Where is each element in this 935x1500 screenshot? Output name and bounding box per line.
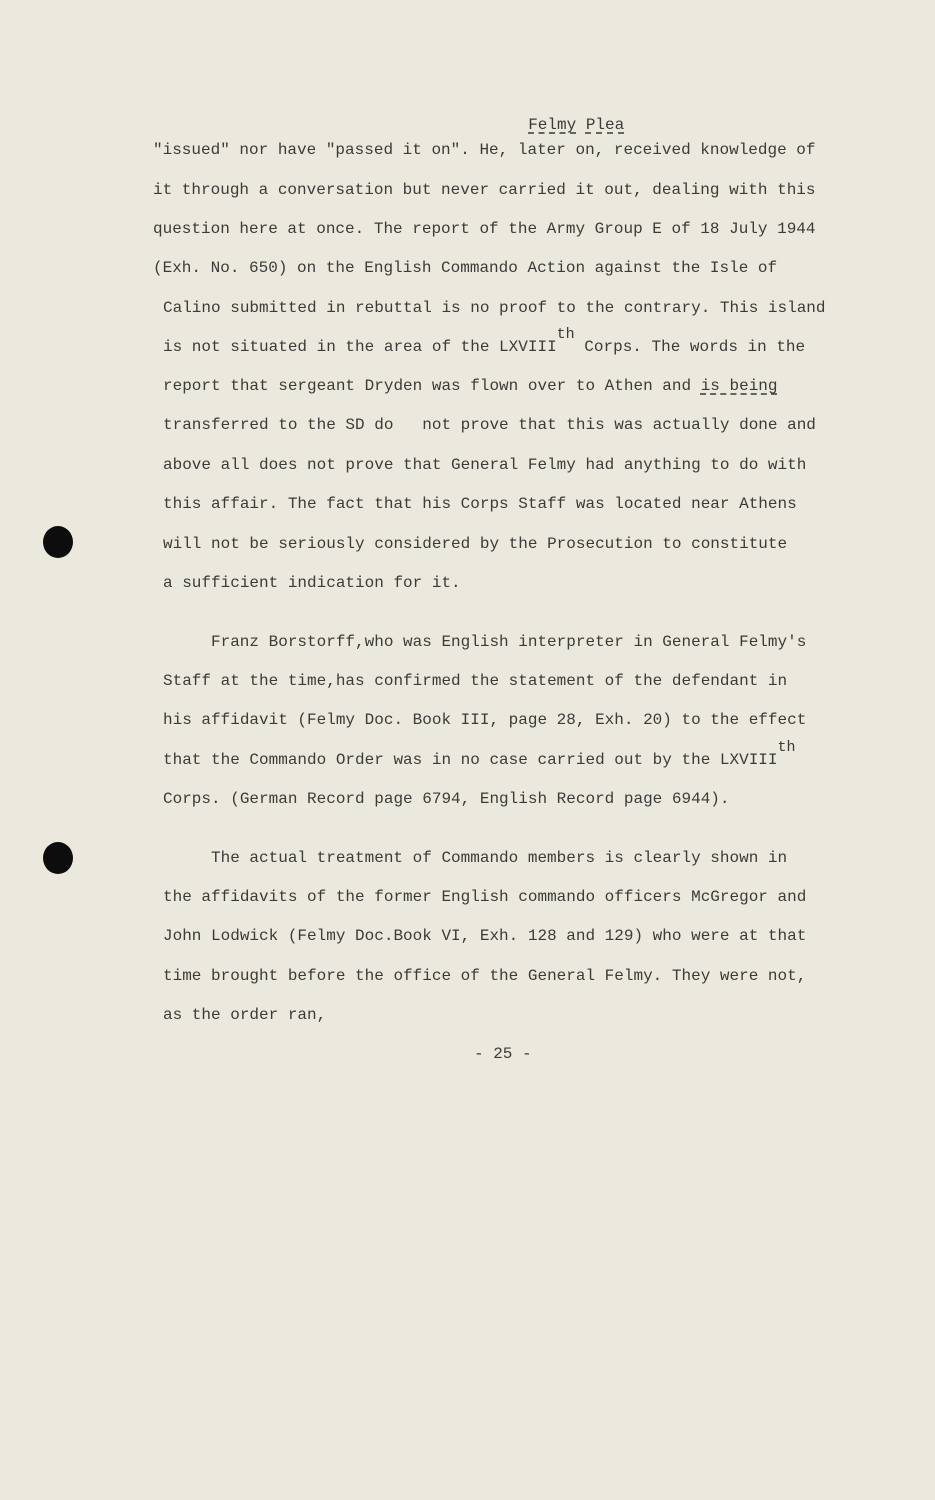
text-line: this affair. The fact that his Corps Staff was located near Athens: [163, 495, 797, 513]
text-line: the affidavits of the former English commando officers McGregor and: [163, 888, 807, 906]
header-word: Plea: [585, 116, 625, 134]
text-line: The actual treatment of Commando members is clearly shown in: [211, 849, 788, 867]
text-line: above all does not prove that General Felmy had anything to do with: [163, 456, 807, 474]
text-line: Calino submitted in rebuttal is no proof to the contrary. This island: [163, 299, 826, 317]
text-line: question here at once. The report of the Army Group E of 18 July 1944: [153, 220, 816, 238]
superscript: th: [777, 739, 796, 756]
text-line: a sufficient indication for it.: [163, 574, 461, 592]
text-line: (Exh. No. 650) on the English Commando Action against the Isle of: [153, 259, 778, 277]
text-segment: that the Commando Order was in no case carried out by the LXVIII: [163, 751, 778, 769]
text-line: [163, 739, 796, 771]
text-line: as the order ran,: [163, 1006, 327, 1024]
text-segment: report that sergeant Dryden was flown over to Athen and: [163, 377, 701, 395]
text-line: [163, 376, 778, 396]
text-line: [163, 326, 806, 358]
text-line: Corps. (German Record page 6794, English Record page 6944).: [163, 790, 730, 808]
underlined-text: is being: [700, 377, 778, 395]
text-line: "issued" nor have "passed it on". He, later on, received knowledge of: [153, 141, 816, 159]
text-line: John Lodwick (Felmy Doc.Book VI, Exh. 128 and 129) who were at that: [163, 927, 807, 945]
text-line: it through a conversation but never carried it out, dealing with this: [153, 181, 816, 199]
superscript: th: [556, 326, 575, 343]
punch-hole: [43, 842, 73, 874]
text-line: transferred to the SD do not prove that this was actually done and: [163, 416, 816, 434]
header-word: Felmy: [528, 116, 577, 134]
page-header: [509, 95, 624, 135]
text-line: will not be seriously considered by the Prosecution to constitute: [163, 535, 788, 553]
text-segment: Corps. The words in the: [574, 338, 806, 356]
text-line: his affidavit (Felmy Doc. Book III, page 28, Exh. 20) to the effect: [163, 711, 807, 729]
text-line: Staff at the time,has confirmed the statement of the defendant in: [163, 672, 788, 690]
page-number: - 25 -: [474, 1045, 532, 1063]
text-segment: is not situated in the area of the LXVIII: [163, 338, 557, 356]
text-line: time brought before the office of the General Felmy. They were not,: [163, 967, 807, 985]
text-line: Franz Borstorff,who was English interpreter in General Felmy's: [211, 633, 807, 651]
punch-hole: [43, 526, 73, 558]
